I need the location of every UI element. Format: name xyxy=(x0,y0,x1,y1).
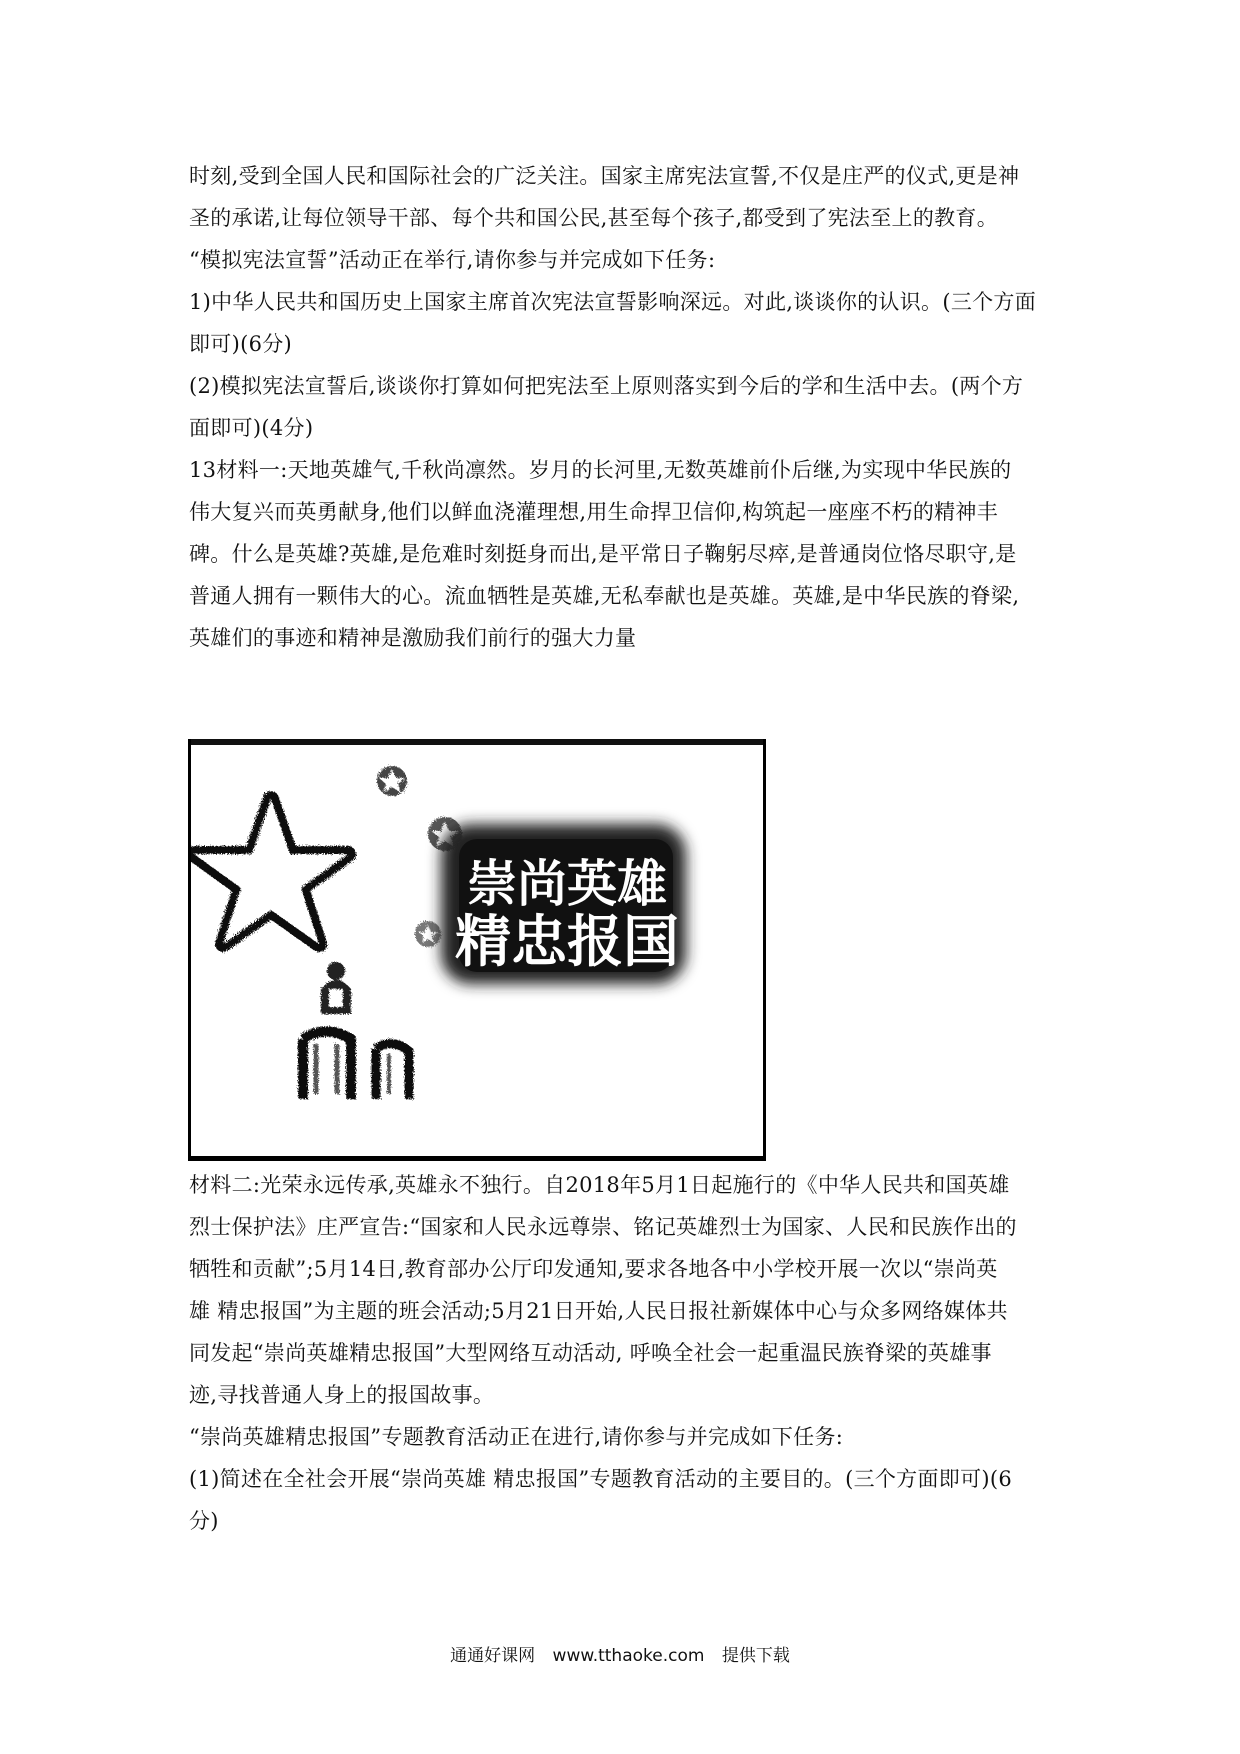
text-line: 英雄们的事迹和精神是激励我们前行的强大力量 xyxy=(189,626,637,650)
small-star-icon xyxy=(377,766,407,796)
text-line: 时刻,受到全国人民和国际社会的广泛关注。国家主席宪法宣誓,不仅是庄严的仪式,更是神 xyxy=(189,164,1020,188)
text-line: “崇尚英雄精忠报国”专题教育活动正在进行,请你参与并完成如下任务: xyxy=(189,1425,844,1449)
text-line: 烈士保护法》庄严宣告:“国家和人民永远尊崇、铭记英雄烈士为国家、人民和民族作出的 xyxy=(189,1215,1017,1239)
footer-suffix: 提供下载 xyxy=(721,1646,790,1666)
text-line: 同发起“崇尚英雄精忠报国”大型网络互动活动, 呼唤全社会一起重温民族脊梁的英雄事 xyxy=(189,1341,992,1365)
text-line: 圣的承诺,让每位领导干部、每个共和国公民,甚至每个孩子,都受到了宪法至上的教育。 xyxy=(189,206,999,230)
poster-title-line2: 精忠报国 xyxy=(455,910,679,975)
text-line: 伟大复兴而英勇献身,他们以鲜血浇灌理想,用生命捍卫信仰,构筑起一座座不朽的精神丰 xyxy=(189,500,999,524)
material-two-text xyxy=(189,1164,1059,1542)
text-line: 即可)(6分) xyxy=(189,332,293,356)
text-line: 碑。什么是英雄?英雄,是危难时刻挺身而出,是平常日子鞠躬尽瘁,是普通岗位恪尽职守,是 xyxy=(189,542,1017,566)
poster-title-line1: 崇尚英雄 xyxy=(467,855,667,913)
small-star-icon xyxy=(415,921,441,947)
text-line: (2)模拟宪法宣誓后,谈谈你打算如何把宪法至上原则落实到今后的学和生活中去。(两个方 xyxy=(189,374,1024,398)
text-line: 面即可)(4分) xyxy=(189,416,314,440)
text-line: 分) xyxy=(189,1509,219,1533)
question-text-top xyxy=(189,155,1059,659)
text-line: 材料二:光荣永远传承,英雄永不独行。自2018年5月1日起施行的《中华人民共和国英雄 xyxy=(189,1173,1010,1197)
text-line: 普通人拥有一颗伟大的心。流血牺牲是英雄,无私奉献也是英雄。英雄,是中华民族的脊梁, xyxy=(189,584,1020,608)
text-line: “模拟宪法宣誓”活动正在举行,请你参与并完成如下任务: xyxy=(189,248,716,272)
text-line: (1)简述在全社会开展“崇尚英雄 精忠报国”专题教育活动的主要目的。(三个方面即可)(6 xyxy=(189,1467,1013,1491)
text-line: 牺牲和贡献”;5月14日,教育部办公厅印发通知,要求各地各中小学校开展一次以“崇尚英 xyxy=(189,1257,998,1281)
hero-poster-image xyxy=(188,739,766,1161)
footer-url: www.tthaoke.com xyxy=(552,1646,705,1666)
text-line: 雄 精忠报国”为主题的班会活动;5月21日开始,人民日报社新媒体中心与众多网络媒体共 xyxy=(189,1299,1008,1323)
text-line: 1)中华人民共和国历史上国家主席首次宪法宣誓影响深远。对此,谈谈你的认识。(三个方面 xyxy=(189,290,1037,314)
footer-site-name: 通通好课网 xyxy=(450,1646,536,1666)
text-line: 13材料一:天地英雄气,千秋尚凛然。岁月的长河里,无数英雄前仆后继,为实现中华民族的 xyxy=(189,458,1012,482)
page-footer xyxy=(0,1641,1240,1666)
text-line: 迹,寻找普通人身上的报国故事。 xyxy=(189,1383,495,1407)
